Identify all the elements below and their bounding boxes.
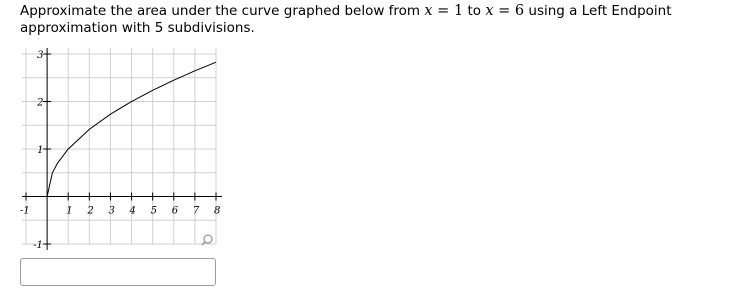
x-tick-label: 6 (171, 205, 179, 217)
y-tick-label: -1 (33, 240, 43, 251)
question-part2: using a Left Endpoint approximation with 5 subdivisions. (20, 3, 672, 36)
graph-svg (20, 46, 224, 256)
y-tick-label: 2 (37, 97, 44, 109)
y-tick-label: 1 (37, 145, 44, 156)
x-tick-label: -1 (20, 205, 30, 217)
grid-lines (22, 48, 216, 244)
math-x-start: x = 1 (424, 3, 464, 19)
y-tick-label: 3 (37, 50, 44, 61)
x-tick-label: 7 (192, 205, 200, 217)
x-tick-label: 8 (214, 205, 221, 217)
question-to: to (463, 3, 486, 19)
x-tick-label: 2 (87, 205, 94, 217)
question-part1: Approximate the area under the curve graphed below from (20, 3, 425, 19)
x-tick-label: 1 (66, 205, 73, 217)
x-tick-label: 5 (150, 205, 158, 217)
x-tick-label: 4 (129, 205, 136, 217)
x-tick-label: 3 (108, 205, 115, 217)
question-text (20, 3, 740, 37)
math-x-end: x = 6 (485, 3, 525, 19)
function-graph (20, 46, 224, 256)
tick-labels (20, 50, 220, 251)
answer-input[interactable] (20, 258, 216, 286)
